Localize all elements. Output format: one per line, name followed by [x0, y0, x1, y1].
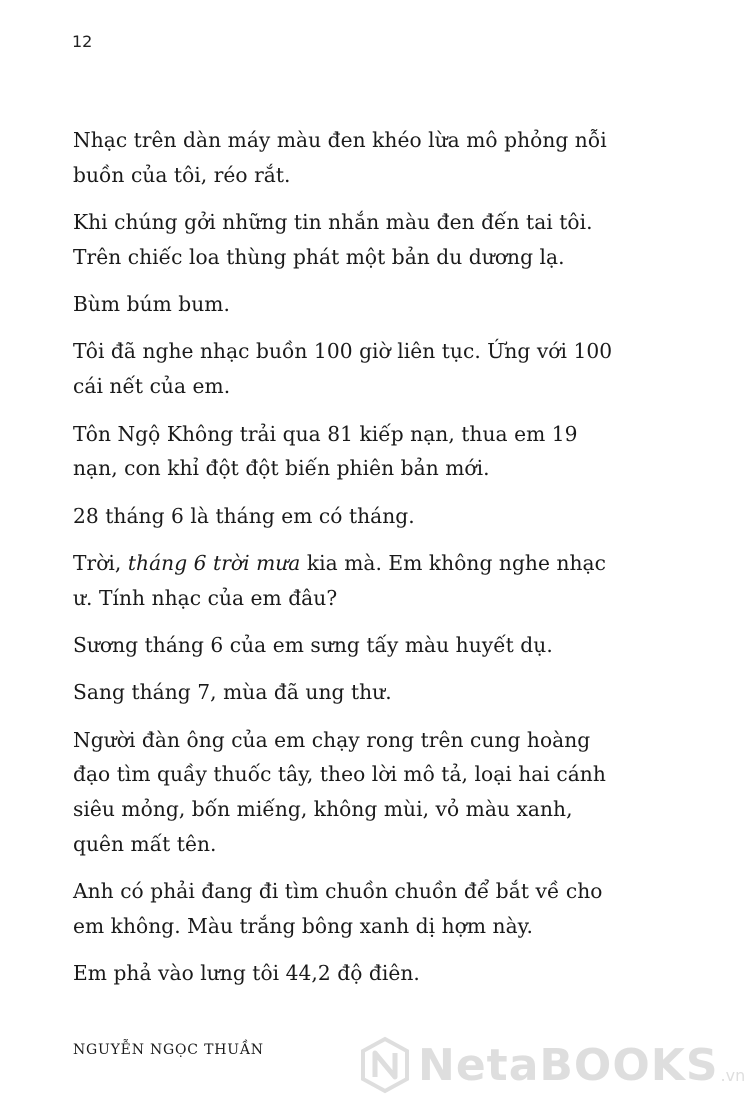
watermark-suffix: .vn	[720, 1066, 745, 1085]
paragraph-6: 28 tháng 6 là tháng em có tháng.	[73, 503, 415, 528]
paragraph-7-italic: tháng 6 trời mưa	[127, 550, 301, 575]
paragraph-2: Khi chúng gởi những tin nhắn màu đen đến tai tôi. Trên chiếc loa thùng phát một bản du dương lạ.	[73, 210, 593, 269]
paragraph-8: Sương tháng 6 của em sưng tấy màu huyết dụ.	[73, 633, 553, 658]
paragraph-9: Sang tháng 7, mùa đã ung thư.	[73, 680, 392, 705]
watermark-text: NetaBOOKS	[418, 1039, 719, 1091]
paragraph-10: Người đàn ông của em chạy rong trên cung hoàng đạo tìm quầy thuốc tây, theo lời mô tả, loại hai cánh siêu mỏng, bốn miếng, không mùi, vỏ màu xanh, quên mất tên.	[73, 727, 606, 857]
paragraph-12: Em phả vào lưng tôi 44,2 độ điên.	[73, 961, 420, 986]
watermark	[360, 1037, 745, 1093]
paragraph-11: Anh có phải đang đi tìm chuồn chuồn để bắt về cho em không. Màu trắng bông xanh dị hợm này.	[73, 879, 603, 939]
paragraph-5: Tôn Ngộ Không trải qua 81 kiếp nạn, thua em 19 nạn, con khỉ đột đột biến phiên bản mới.	[73, 421, 578, 481]
paragraph-3: Bùm búm bum.	[73, 292, 230, 317]
paragraph-4: Tôi đã nghe nhạc buồn 100 giờ liên tục. Ứng với 100 cái nết của em.	[73, 339, 613, 399]
paragraph-7	[73, 546, 613, 616]
body-text	[73, 123, 613, 1004]
paragraph-7-end: kia mà. Em không nghe nhạc ư. Tính nhạc của em đâu?	[73, 550, 606, 610]
netabooks-logo-icon	[360, 1037, 410, 1093]
paragraph-1: Nhạc trên dàn máy màu đen khéo lừa mô phỏng nỗi buồn của tôi, réo rắt.	[73, 128, 607, 187]
footer-author: NGUYỄN NGỌC THUẦN	[73, 1042, 264, 1058]
paragraph-7-start: Trời,	[73, 550, 128, 575]
page-number: 12	[72, 32, 93, 51]
